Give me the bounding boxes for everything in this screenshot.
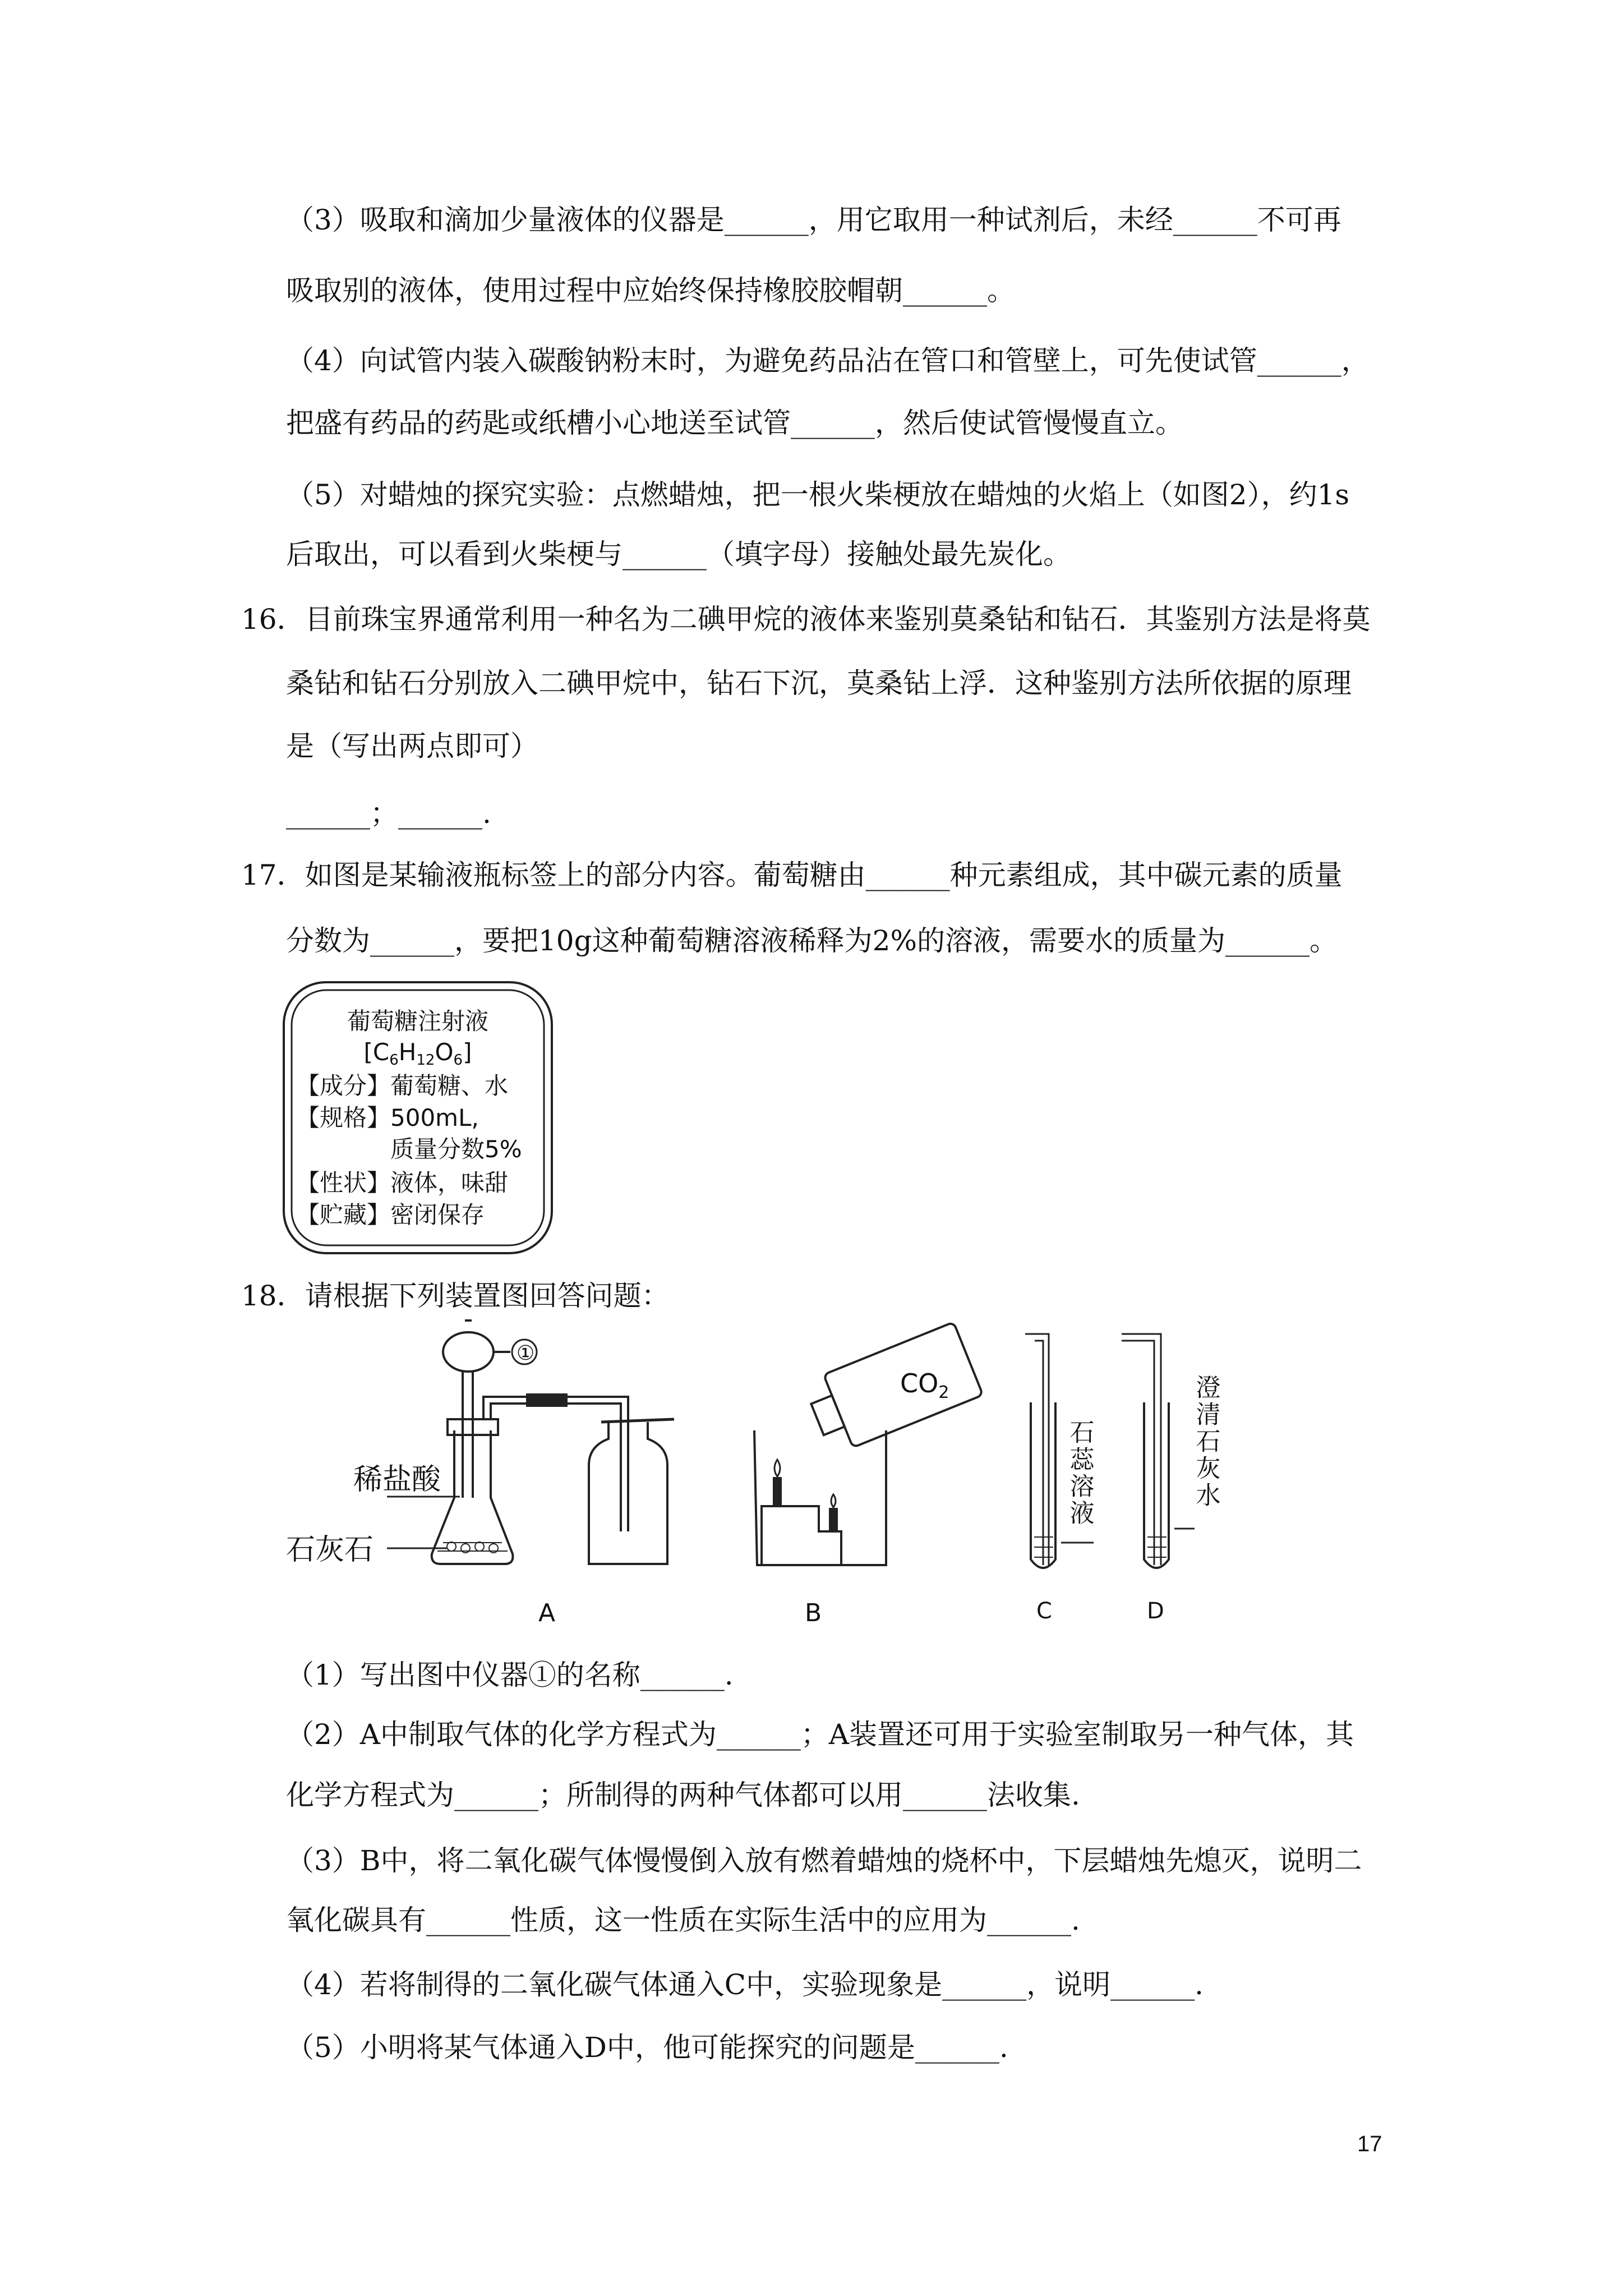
q18-3-line2: 氧化碳具有______性质，这一性质在实际生活中的应用为______. — [286, 1904, 1080, 1936]
caption-b: B — [805, 1599, 822, 1627]
q18-5-line: （5）小明将某气体通入D中，他可能探究的问题是______. — [286, 2031, 1008, 2064]
caption-c: C — [1036, 1598, 1052, 1624]
dilute-hcl-label: 稀盐酸 — [353, 1463, 441, 1497]
label-formula: [C6H12O6] — [363, 1038, 472, 1069]
q18-3-line1: （3）B中，将二氧化碳气体慢慢倒入放有燃着蜡烛的烧杯中，下层蜡烛先熄灭，说明二 — [286, 1844, 1362, 1877]
label-row-property: 【性状】液体，味甜 — [296, 1169, 509, 1197]
q16-line1: 16．目前珠宝界通常利用一种名为二碘甲烷的液体来鉴别莫桑钻和钻石．其鉴别方法是将莫 — [241, 603, 1371, 636]
label-row-spec: 【规格】500mL, — [296, 1104, 479, 1131]
label-row-storage: 【贮藏】密闭保存 — [296, 1201, 485, 1228]
q17-line2: 分数为______，要把10g这种葡萄糖溶液稀释为2%的溶液，需要水的质量为______。 — [286, 924, 1338, 957]
caption-a: A — [538, 1599, 556, 1627]
q18-line1: 18．请根据下列装置图回答问题： — [241, 1280, 670, 1312]
q16-line2: 桑钻和钻石分别放入二碘甲烷中，钻石下沉，莫桑钻上浮．这种鉴别方法所依据的原理 — [286, 667, 1352, 700]
q16-answer-line: ______；______. — [286, 797, 491, 830]
limestone-label: 石灰石 — [286, 1533, 374, 1567]
caption-d: D — [1147, 1598, 1164, 1624]
q16-line3: 是（写出两点即可） — [286, 730, 538, 762]
lower-candle — [830, 1509, 837, 1531]
q15-4-line2: 把盛有药品的药匙或纸槽小心地送至试管______，然后使试管慢慢直立。 — [286, 407, 1183, 439]
label-row-ingredients: 【成分】葡萄糖、水 — [296, 1072, 509, 1099]
label-one: ① — [517, 1342, 535, 1365]
delivery-tube — [483, 1397, 628, 1531]
q18-2-line2: 化学方程式为______；所制得的两种气体都可以用______法收集. — [286, 1779, 1080, 1811]
page-number: 17 — [1357, 2132, 1382, 2156]
q15-5-line1: （5）对蜡烛的探究实验：点燃蜡烛，把一根火柴梗放在蜡烛的火焰上（如图2），约1s — [286, 478, 1350, 511]
q17-line1: 17．如图是某输液瓶标签上的部分内容。葡萄糖由______种元素组成，其中碳元素的质量 — [241, 859, 1343, 891]
upper-candle — [774, 1478, 781, 1506]
q15-4-line1: （4）向试管内装入碳酸钠粉末时，为避免药品沾在管口和管壁上，可先使试管______， — [286, 344, 1370, 377]
apparatus-figure — [269, 1318, 1290, 1632]
litmus-solution-label: 石蕊溶液 — [1065, 1419, 1094, 1527]
co2-label: $CO_2$ — [900, 1368, 949, 1402]
q15-5-line2: 后取出，可以看到火柴梗与______（填字母）接触处最先炭化。 — [286, 538, 1071, 570]
q18-1-line: （1）写出图中仪器①的名称______. — [286, 1659, 734, 1691]
label-title: 葡萄糖注射液 — [347, 1007, 489, 1035]
separatory-funnel-bulb — [443, 1332, 494, 1372]
glucose-label-figure — [280, 979, 555, 1257]
q18-4-line: （4）若将制得的二氧化碳气体通入C中，实验现象是______，说明______. — [286, 1968, 1204, 2001]
limewater-label: 澄清石灰水 — [1191, 1374, 1220, 1509]
test-tube-d — [1144, 1402, 1169, 1568]
q15-3-line1: （3）吸取和滴加少量液体的仪器是______，用它取用一种试剂后，未经______不可再 — [286, 204, 1341, 236]
q15-3-line2: 吸取别的液体，使用过程中应始终保持橡胶胶帽朝______。 — [286, 274, 1015, 307]
q18-2-line1: （2）A中制取气体的化学方程式为______；A装置还可用于实验室制取另一种气体，其 — [286, 1718, 1354, 1751]
label-row-spec-fraction: 质量分数5% — [390, 1135, 522, 1163]
